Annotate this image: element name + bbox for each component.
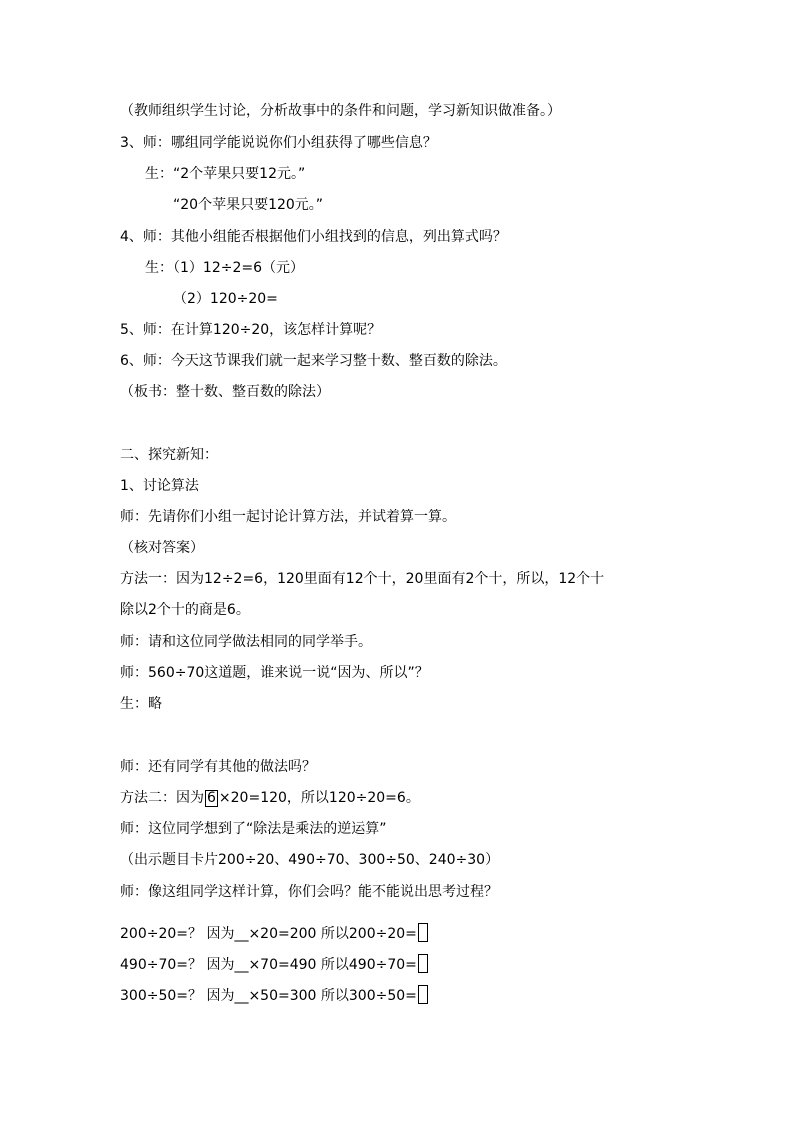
- text-line: 除以2个十的商是6。: [120, 602, 250, 618]
- text-line: 6、师：今天这节课我们就一起来学习整十数、整百数的除法。: [120, 353, 507, 369]
- section-heading: 二、探究新知：: [120, 447, 218, 463]
- text-line: 师：先请你们小组一起讨论计算方法，并试着算一算。: [120, 509, 456, 525]
- text-line: 师：请和这位同学做法相同的同学举手。: [120, 634, 372, 650]
- text-line: 师：这位同学想到了“除法是乘法的逆运算”: [120, 821, 387, 837]
- text-line: （板书：整十数、整百数的除法）: [120, 384, 330, 400]
- text-line: （出示题目卡片200÷20、490÷70、300÷50、240÷30）: [120, 852, 500, 868]
- exercise-text: 490÷70=？ 因为__×70=490 所以490÷70=: [120, 957, 417, 973]
- method-two-prefix: 方法二：因为: [120, 790, 204, 806]
- text-line: （教师组织学生讨论，分析故事中的条件和问题，学习新知识做准备。）: [120, 103, 561, 119]
- answer-box: [418, 923, 428, 942]
- text-line: 5、师：在计算120÷20，该怎样计算呢？: [120, 322, 382, 338]
- text-line: 生：（1）12÷2=6（元）: [145, 260, 304, 276]
- text-line: （核对答案）: [120, 540, 204, 556]
- text-line: [120, 788, 420, 808]
- text-line: 方法一：因为12÷2=6，120里面有12个十，20里面有2个十，所以，12个十: [120, 571, 605, 587]
- exercise-line: [120, 954, 428, 975]
- text-line: 生：“2个苹果只要12元。”: [145, 166, 306, 182]
- text-line: “20个苹果只要120元。”: [173, 197, 324, 213]
- text-line: 生：略: [120, 696, 162, 712]
- exercise-line: [120, 923, 428, 944]
- answer-box: [418, 954, 428, 973]
- text-line: 师：还有同学有其他的做法吗？: [120, 759, 316, 775]
- answer-box: [418, 985, 428, 1004]
- text-line: （2）120÷20=: [173, 291, 278, 307]
- exercise-text: 300÷50=？ 因为__×50=300 所以300÷50=: [120, 988, 417, 1004]
- method-two-suffix: ×20=120，所以120÷20=6。: [218, 790, 420, 806]
- text-line: 4、师：其他小组能否根据他们小组找到的信息，列出算式吗？: [120, 229, 507, 245]
- exercise-line: [120, 985, 428, 1006]
- exercise-text: 200÷20=？ 因为__×20=200 所以200÷20=: [120, 926, 417, 942]
- text-line: 师：像这组同学这样计算，你们会吗？能不能说出思考过程？: [120, 884, 498, 900]
- text-line: 师：560÷70这道题，谁来说一说“因为、所以”？: [120, 665, 429, 681]
- text-line: 1、讨论算法: [120, 478, 199, 494]
- text-line: 3、师：哪组同学能说说你们小组获得了哪些信息？: [120, 135, 437, 151]
- answer-box: 6: [207, 790, 216, 806]
